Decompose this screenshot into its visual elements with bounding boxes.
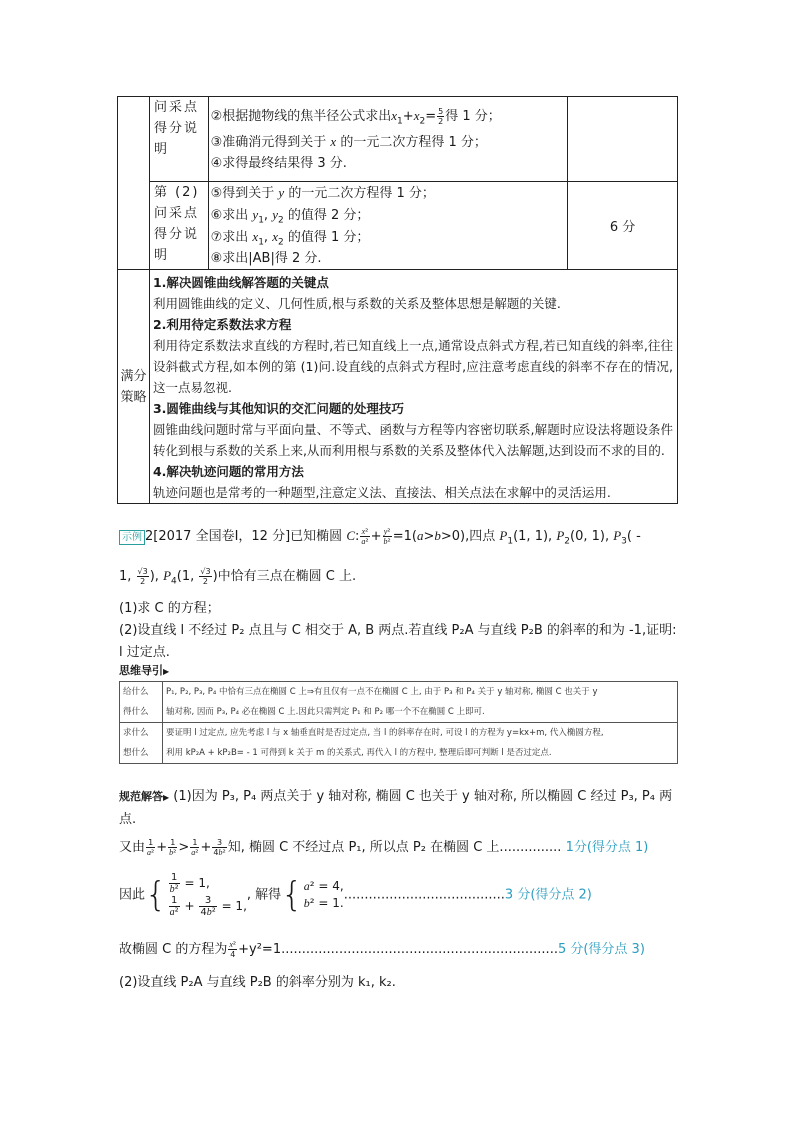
score-point-1: 1分(得分点 1) bbox=[565, 840, 649, 855]
score-value: 6 分 bbox=[568, 182, 678, 270]
guide-label: 给什么 得什么 bbox=[120, 682, 163, 723]
item-5: ⑤得到关于 y 的一元二次方程得 1 分； bbox=[210, 185, 435, 201]
strategy-1-text: 利用圆锥曲线的定义、几何性质,根与系数的关系及整体思想是解题的关键. bbox=[152, 296, 561, 311]
row-label-text: 问采点得分说明 bbox=[153, 100, 199, 157]
item-6: ⑥求出 $y_1$, $y_2$ 的值得 2 分； bbox=[210, 207, 370, 226]
guide-table bbox=[119, 681, 678, 764]
answer-p5: (2)设直线 P₂A 与直线 P₂B 的斜率分别为 k₁, k₂. bbox=[119, 975, 396, 990]
example-statement: 示例 2[2017 全国卷Ⅰ，12 分]已知椭圆 C: $\frac{\text{x²}}{\text{a²}}$ + $\frac{\text{y²}}{\text{b²}}$ =1(a>b>0),四点 $P_1(1$, 1), $P_2(0$, 1), $P_3$( - bbox=[119, 524, 679, 549]
answer-p1: 规范解答▶ (1)因为 P₃, P₄ 两点关于 y 轴对称, 椭圆 C 也关于 y 轴对称, 所以椭圆 C 经过 P₃, P₄ 两点. bbox=[119, 789, 673, 827]
item-2: ②根据抛物线的焦半径公式求出$x_1+x_2=$ $\frac{5}{2}$ 得 1 分； bbox=[210, 107, 501, 127]
table-row bbox=[118, 182, 678, 270]
table-row bbox=[120, 682, 678, 723]
score-cell bbox=[568, 97, 678, 182]
strategy-label: 满分策略 bbox=[118, 270, 150, 504]
answer-p2: 又由 $\frac{1}{\text{a²}}$ + $\frac{1}{\text{b²}}$ > $\frac{1}{\text{a²}}$ + $\frac{3}{\text{4b²}}$ 知, 椭圆 C 不经过点 P₁, 所以点 P₂ 在椭圆 C 上............... 1分(得分点 1) bbox=[119, 838, 649, 857]
question-2: (2)设直线 l 不经过 P₂ 点且与 C 相交于 A, B 两点.若直线 P₂A 与直线 P₂B 的斜率的和为 -1,证明: l 过定点. bbox=[119, 623, 677, 660]
row-label-text: 第 (2)问采点得分说明 bbox=[153, 185, 200, 263]
strategy-2-text: 利用待定系数法求直线的方程时,若已知直线上一点,通常设点斜式方程,若已知直线的斜率,往往设斜截式方程,如本例的第 (1)问.设直线的点斜式方程时,应注意考虑直线的斜率不存在的情况,这一点易忽视. bbox=[152, 338, 673, 395]
empty-cell bbox=[118, 97, 150, 270]
item-7: ⑦求出 $x_1$, $x_2$ 的值得 1 分； bbox=[210, 229, 370, 248]
guide-text: P₁, P₂, P₃, P₄ 中恰有三点在椭圆 C 上⇒有且仅有一点不在椭圆 C 上, 由于 P₃ 和 P₄ 关于 y 轴对称, 椭圆 C 也关于 y 轴对称, 因而 P₃, P₄ 必在椭圆 C 上.因此只需判定 P₁ 和 P₂ 哪一个不在椭圆 C 上即可. bbox=[163, 682, 678, 723]
example-source: [2017 全国卷Ⅰ，12 分] bbox=[153, 529, 291, 544]
score-point-3: 5 分(得分点 3) bbox=[557, 942, 645, 957]
guide-title: 思维导引▶ bbox=[119, 664, 170, 677]
strategy-content bbox=[149, 270, 677, 504]
row-label bbox=[149, 182, 208, 270]
item-3: ③准确消元得到关于 x 的一元二次方程得 1 分； bbox=[210, 134, 487, 150]
answer-title: 规范解答▶ bbox=[119, 790, 170, 803]
guide-label: 求什么 想什么 bbox=[120, 723, 163, 764]
example-statement-cont: 1, $\frac{√3}{2}$ ), $P_4(1$, $\frac{√3}{2}$ )中恰有三点在椭圆 C 上. bbox=[119, 567, 357, 587]
table-row bbox=[118, 97, 678, 182]
item-4: ④求得最终结果得 3 分. bbox=[210, 156, 347, 171]
strategy-3-title: 3.圆锥曲线与其他知识的交汇问题的处理技巧 bbox=[152, 401, 404, 416]
example-badge: 示例 bbox=[119, 530, 145, 545]
strategy-3-text: 圆锥曲线问题时常与平面向量、不等式、函数与方程等内容密切联系,解题时应设法将题设条件转化到根与系数的关系上来,从而利用根与系数的关系及整体代入法解题,达到设而不求的目的. bbox=[152, 422, 673, 458]
answer-p4: 故椭圆 C 的方程为 $\frac{\text{x²}}{4}$ +y²=1...................................................................5 分(得分点 3) bbox=[119, 940, 645, 959]
table-row bbox=[118, 270, 678, 504]
question-1: (1)求 C 的方程； bbox=[119, 601, 220, 616]
row-content bbox=[208, 182, 567, 270]
score-point-2: 3 分(得分点 2) bbox=[504, 887, 592, 903]
answer-p3: 因此{ $\frac{1}{\text{b²}}$ = 1, $\frac{1}{\text{a²}}$ + $\frac{3}{\text{4b²}}$ = 1,, 解得{a² = 4, b² = 1........................................3 分(得分点 2) bbox=[119, 872, 592, 918]
row-label bbox=[149, 97, 208, 182]
guide-text: 要证明 l 过定点, 应先考虑 l 与 x 轴垂直时是否过定点, 当 l 的斜率存在时, 可设 l 的方程为 y=kx+m, 代入椭圆方程, 利用 kP₂A + kP₂B= - 1 可得到 k 关于 m 的关系式, 再代入 l 的方程中, 整理后即可判断 l 是否过定点. bbox=[163, 723, 678, 764]
scoring-table bbox=[117, 96, 678, 504]
item-8: ⑧求出|AB|得 2 分. bbox=[210, 251, 322, 266]
strategy-1-title: 1.解决圆锥曲线解答题的关键点 bbox=[152, 275, 329, 290]
strategy-2-title: 2.利用待定系数法求方程 bbox=[152, 317, 292, 332]
strategy-4-title: 4.解决轨迹问题的常用方法 bbox=[152, 464, 304, 479]
row-content bbox=[208, 97, 567, 182]
strategy-4-text: 轨迹问题也是常考的一种题型,注意定义法、直接法、相关点法在求解中的灵活运用. bbox=[152, 485, 611, 500]
table-row bbox=[120, 723, 678, 764]
